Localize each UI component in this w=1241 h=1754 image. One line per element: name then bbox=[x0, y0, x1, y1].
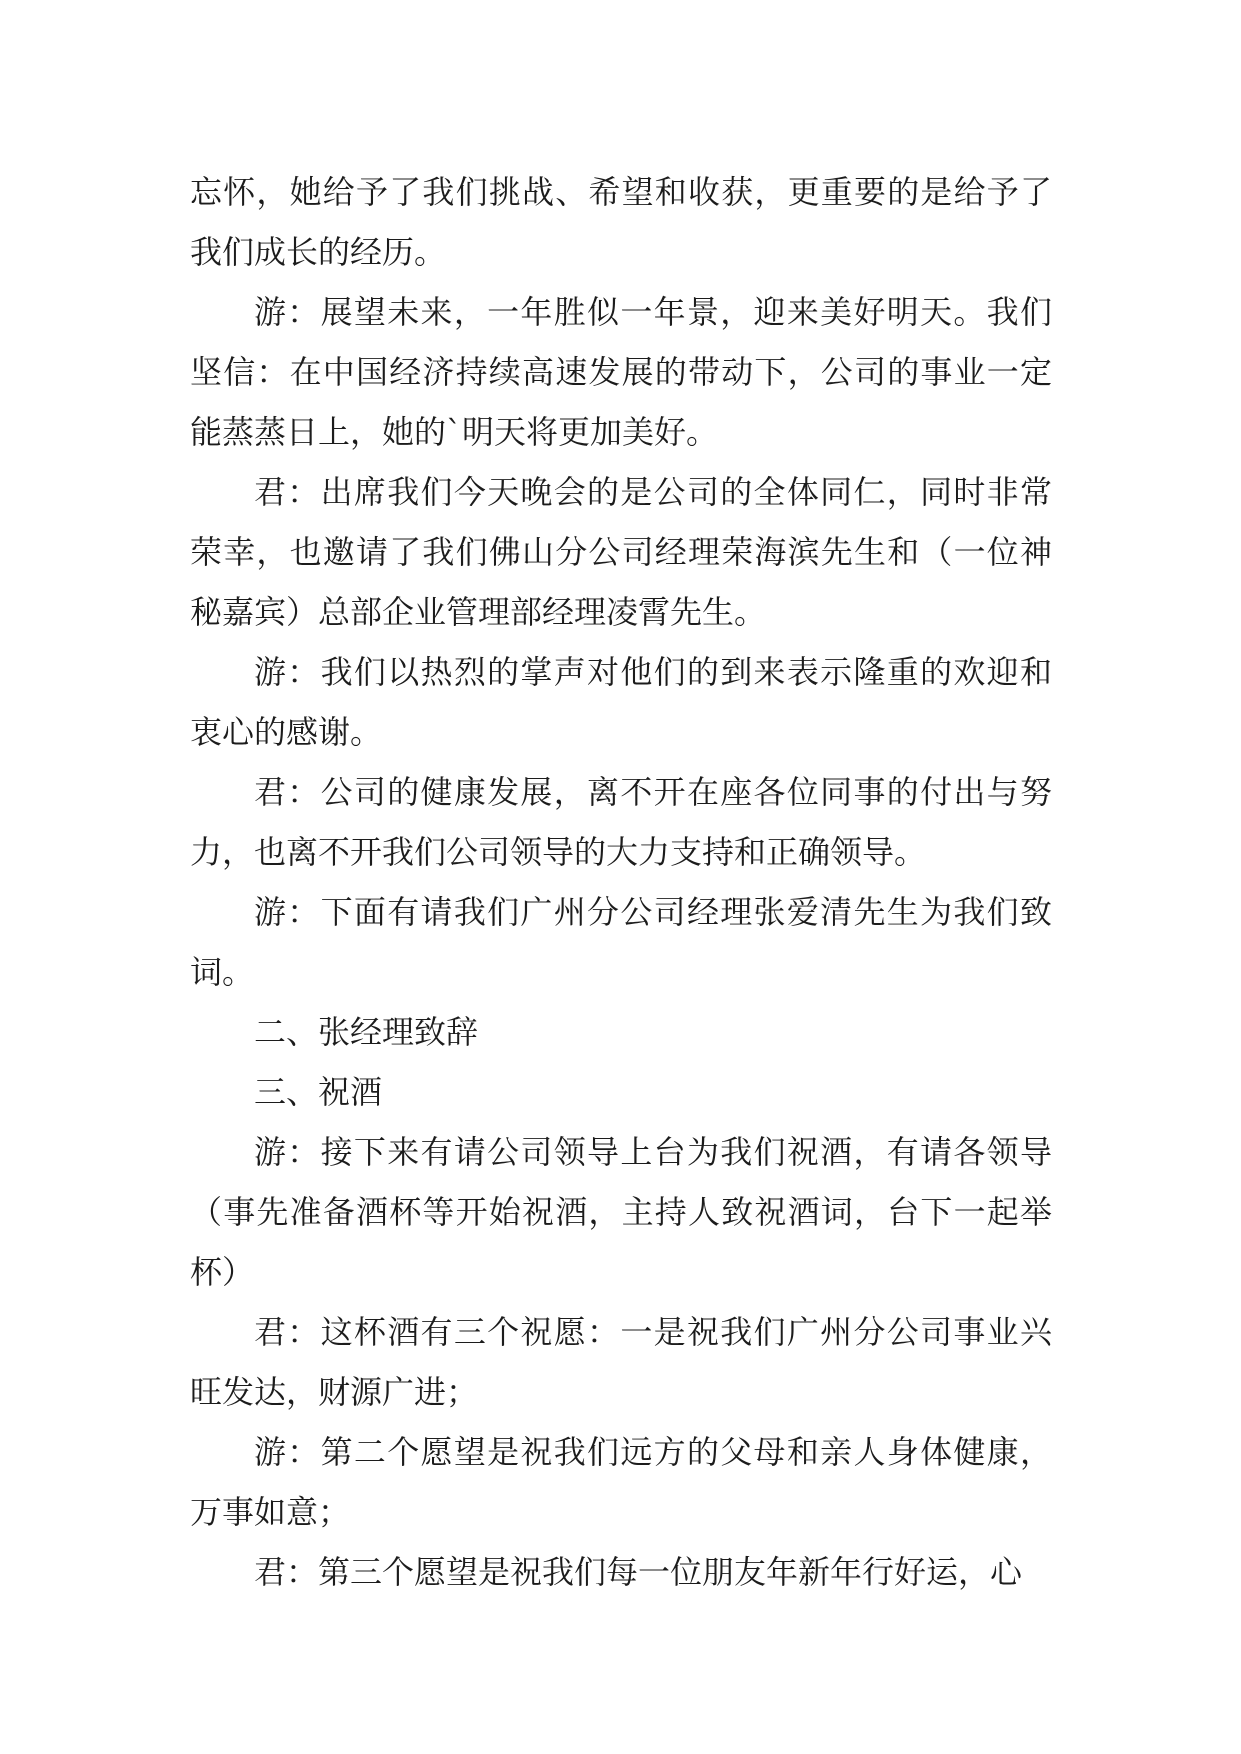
paragraph-invite-speech: 游：下面有请我们广州分公司经理张爱清先生为我们致词。 bbox=[190, 893, 1052, 991]
paragraph-toast-invite: 游：接下来有请公司领导上台为我们祝酒，有请各领导（事先准备酒杯等开始祝酒，主持人致祝酒词，台下一起举杯） bbox=[190, 1133, 1052, 1291]
paragraph-applause: 游：我们以热烈的掌声对他们的到来表示隆重的欢迎和衷心的感谢。 bbox=[190, 653, 1052, 751]
section-heading-speech: 二、张经理致辞 bbox=[254, 1013, 479, 1051]
paragraph-attendees: 君：出席我们今天晚会的是公司的全体同仁，同时非常荣幸，也邀请了我们佛山分公司经理荣海滨先生和（一位神秘嘉宾）总部企业管理部经理凌霄先生。 bbox=[190, 473, 1052, 631]
paragraph-wish-three: 君：第三个愿望是祝我们每一位朋友年新年行好运，心 bbox=[254, 1553, 1023, 1591]
paragraph-outlook: 游：展望未来，一年胜似一年景，迎来美好明天。我们坚信：在中国经济持续高速发展的带动下，公司的事业一定能蒸蒸日上，她的`明天将更加美好。 bbox=[190, 293, 1052, 451]
section-heading-toast: 三、祝酒 bbox=[254, 1073, 383, 1111]
paragraph-wish-one: 君：这杯酒有三个祝愿：一是祝我们广州分公司事业兴旺发达，财源广进； bbox=[190, 1313, 1052, 1411]
paragraph-continuation: 忘怀，她给予了我们挑战、希望和收获，更重要的是给予了我们成长的经历。 bbox=[190, 173, 1052, 271]
paragraph-wish-two: 游：第二个愿望是祝我们远方的父母和亲人身体健康，万事如意； bbox=[190, 1433, 1052, 1531]
paragraph-development: 君：公司的健康发展，离不开在座各位同事的付出与努力，也离不开我们公司领导的大力支持和正确领导。 bbox=[190, 773, 1052, 871]
document-body bbox=[190, 162, 1052, 1602]
